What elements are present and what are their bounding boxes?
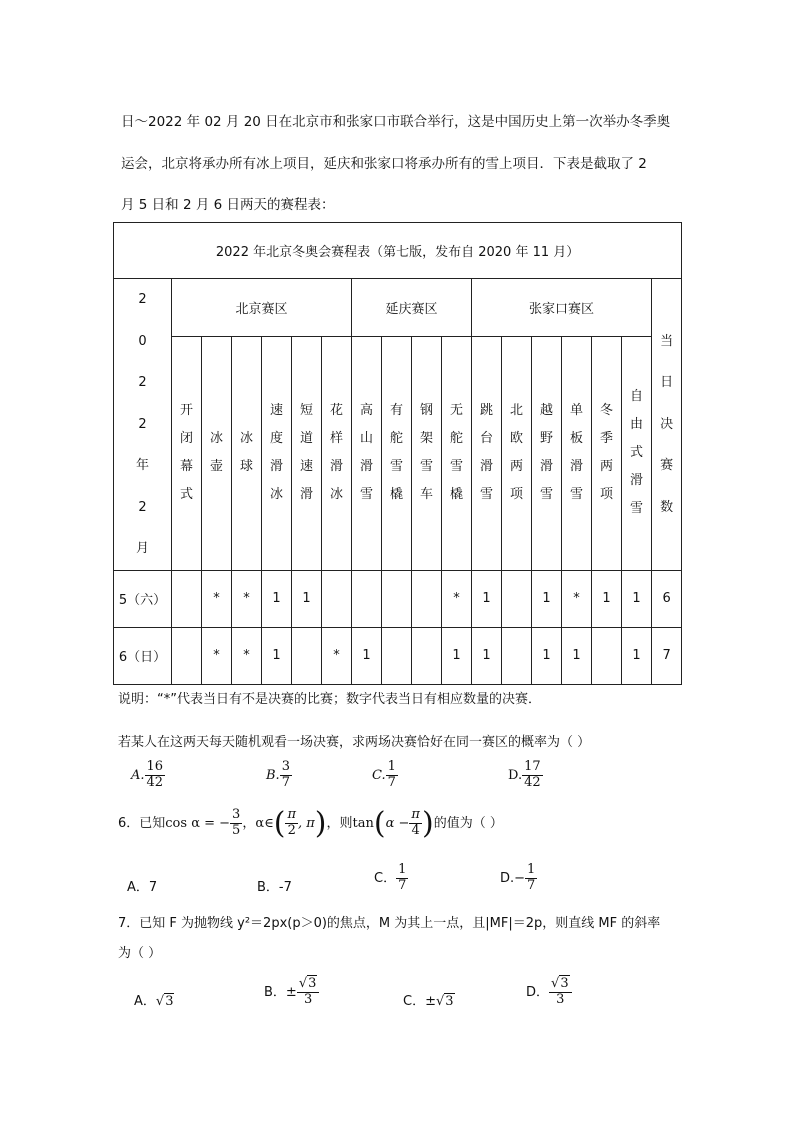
intro-line-3: 月 5 日和 2 月 6 日两天的赛程表：: [121, 197, 335, 213]
table-cell: 1: [442, 627, 472, 684]
table-cell: *: [232, 570, 262, 627]
event-header: 跳台滑雪: [472, 336, 502, 570]
total-header: 当日决赛数: [652, 279, 682, 571]
table-cell: 1: [532, 627, 562, 684]
table-cell: 1: [622, 570, 652, 627]
q7-line-1: 7．已知 F 为抛物线 y²＝2px(p＞0)的焦点，M 为其上一点，且|MF|＝2p，则直线 MF 的斜率: [118, 916, 661, 931]
q5-option-b[interactable]: B. $\frac{3}{7}$: [266, 759, 290, 790]
event-header: 短道速滑: [292, 336, 322, 570]
table-cell: [412, 570, 442, 627]
table-cell: [412, 627, 442, 684]
event-header: 单板滑雪: [562, 336, 592, 570]
table-cell: [352, 570, 382, 627]
table-cell: [172, 570, 202, 627]
region-beijing: 北京赛区: [172, 279, 352, 337]
table-note: 说明：“*”代表当日有不是决赛的比赛；数字代表当日有相应数量的决赛．: [118, 692, 541, 707]
table-cell: 1: [292, 570, 322, 627]
q5-option-c[interactable]: C. $\frac{1}{7}$: [372, 759, 396, 790]
table-cell: 1: [472, 627, 502, 684]
table-cell: *: [442, 570, 472, 627]
table-cell: *: [322, 627, 352, 684]
table-row: [114, 570, 682, 627]
q6-option-d[interactable]: D.− $\frac{1}{7}$: [500, 862, 536, 893]
table-cell: [322, 570, 352, 627]
table-cell: 1: [472, 570, 502, 627]
table-cell: *: [232, 627, 262, 684]
row-total: 7: [652, 627, 682, 684]
table-cell: 1: [262, 570, 292, 627]
table-cell: 1: [562, 627, 592, 684]
table-cell: [172, 627, 202, 684]
table-cell: [382, 627, 412, 684]
event-header: 越野滑雪: [532, 336, 562, 570]
q5-option-d[interactable]: D. $\frac{17}{42}$: [508, 759, 541, 790]
table-cell: [382, 570, 412, 627]
q7-line-2: 为（ ）: [118, 946, 162, 961]
event-header: 有舵雪橇: [382, 336, 412, 570]
event-header: 开闭幕式: [172, 336, 202, 570]
schedule-table: [113, 222, 682, 685]
region-zhangjiakou: 张家口赛区: [472, 279, 652, 337]
table-cell: 1: [262, 627, 292, 684]
event-header: 冰壶: [202, 336, 232, 570]
row-total: 6: [652, 570, 682, 627]
row-date: 5（六）: [114, 570, 172, 627]
table-cell: [502, 627, 532, 684]
event-header: 北欧两项: [502, 336, 532, 570]
q7-option-a[interactable]: A．√3: [134, 994, 174, 1009]
q7-option-d[interactable]: D． $\frac{√3}{3}$: [526, 977, 572, 1008]
event-header: 速度滑冰: [262, 336, 292, 570]
table-cell: [502, 570, 532, 627]
table-cell: [292, 627, 322, 684]
table-cell: *: [202, 627, 232, 684]
event-header: 钢架雪车: [412, 336, 442, 570]
intro-line-2: 运会，北京将承办所有冰上项目，延庆和张家口将承办所有的雪上项目．下表是截取了 2: [121, 156, 647, 172]
event-header-row: [114, 336, 682, 570]
q6-option-c[interactable]: C． $\frac{1}{7}$: [374, 862, 407, 893]
table-cell: 1: [532, 570, 562, 627]
q7-option-c[interactable]: C．±√3: [403, 994, 454, 1009]
row-date: 6（日）: [114, 627, 172, 684]
event-header: 冬季两项: [592, 336, 622, 570]
event-header: 冰球: [232, 336, 262, 570]
event-header: 自由式滑雪: [622, 336, 652, 570]
table-cell: *: [202, 570, 232, 627]
table-cell: *: [562, 570, 592, 627]
q5-stem: 若某人在这两天每天随机观看一场决赛，求两场决赛恰好在同一赛区的概率为（ ）: [118, 735, 591, 750]
q6-option-b[interactable]: B．-7: [257, 880, 292, 895]
q7-option-b[interactable]: B．± $\frac{√3}{3}$: [264, 977, 319, 1008]
q5-option-a[interactable]: A. $\frac{16}{42}$: [131, 759, 164, 790]
table-cell: 1: [622, 627, 652, 684]
event-header: 无舵雪橇: [442, 336, 472, 570]
q6-option-a[interactable]: A．7: [127, 880, 158, 895]
table-cell: 1: [352, 627, 382, 684]
date-header: 2022年2月: [114, 279, 172, 571]
table-cell: 1: [592, 570, 622, 627]
event-header: 高山滑雪: [352, 336, 382, 570]
region-yanqing: 延庆赛区: [352, 279, 472, 337]
intro-line-1: 日～2022 年 02 月 20 日在北京市和张家口市联合举行，这是中国历史上第一次举办冬季奥: [121, 114, 671, 130]
event-header: 花样滑冰: [322, 336, 352, 570]
table-cell: [592, 627, 622, 684]
table-row: [114, 627, 682, 684]
schedule-title: 2022 年北京冬奥会赛程表（第七版，发布自 2020 年 11 月）: [114, 223, 682, 279]
q6-stem: 6．已知cos α = − $\frac{3}{5}$ ，α∈( $\frac{\pi}{2}$ , π)，则tan(α − $\frac{\pi}{4}$ )的值为（ ）: [118, 806, 503, 841]
